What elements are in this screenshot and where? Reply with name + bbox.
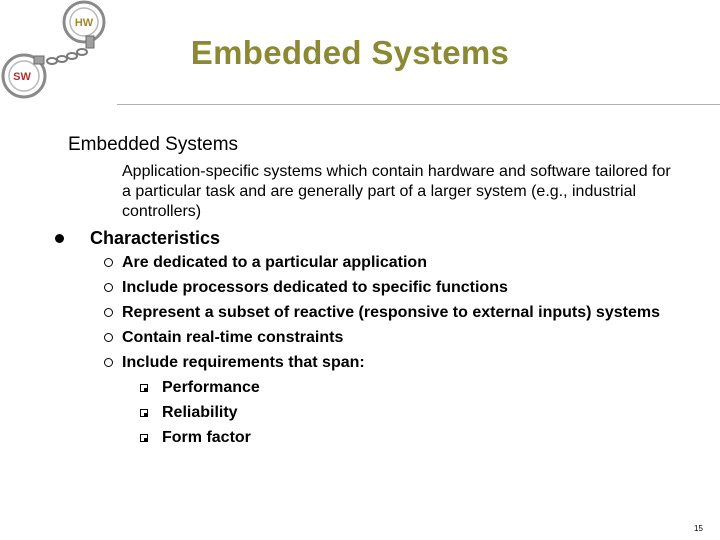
ring-bullet-icon — [104, 258, 113, 267]
hw-sw-handcuffs-logo — [0, 0, 120, 104]
hw-label: HW — [74, 17, 94, 29]
ring-bullet-icon — [104, 308, 113, 317]
page-number: 15 — [694, 524, 703, 533]
ring-bullet-icon — [104, 333, 113, 342]
list-item — [104, 254, 664, 272]
requirements-list — [140, 379, 664, 447]
list-item — [104, 304, 664, 322]
definition-text: Application-specific systems which contain hardware and software tailored for a particular task and are generally part of a larger system (e.g., industrial controllers) — [122, 163, 671, 220]
list-item — [104, 329, 664, 347]
requirement-text: Form factor — [162, 429, 251, 446]
chain — [47, 49, 87, 64]
list-item — [104, 354, 664, 372]
requirement-text: Reliability — [162, 404, 238, 421]
sw-label: SW — [13, 71, 31, 83]
ring-bullet-icon — [104, 358, 113, 367]
characteristics-label: Characteristics — [90, 228, 221, 248]
requirement-item — [140, 429, 664, 447]
list-item-text: Contain real-time constraints — [122, 329, 344, 346]
list-item-text: Include requirements that span: — [122, 354, 365, 371]
list-item — [104, 279, 664, 297]
requirement-item — [140, 404, 664, 422]
characteristics-list — [104, 254, 664, 454]
list-item-text: Include processors dedicated to specific functions — [122, 279, 508, 296]
list-item-text: Are dedicated to a particular application — [122, 254, 427, 271]
section-heading: Embedded Systems — [68, 134, 239, 155]
square-bullet-icon — [140, 384, 148, 392]
title-divider — [117, 104, 720, 105]
bullet-dot-icon — [55, 234, 64, 243]
requirement-text: Performance — [162, 379, 260, 396]
list-item-text: Represent a subset of reactive (responsive to external inputs) systems — [122, 304, 660, 321]
square-bullet-icon — [140, 434, 148, 442]
ring-bullet-icon — [104, 283, 113, 292]
slide-title: Embedded Systems — [190, 34, 510, 71]
requirement-item — [140, 379, 664, 397]
square-bullet-icon — [140, 409, 148, 417]
